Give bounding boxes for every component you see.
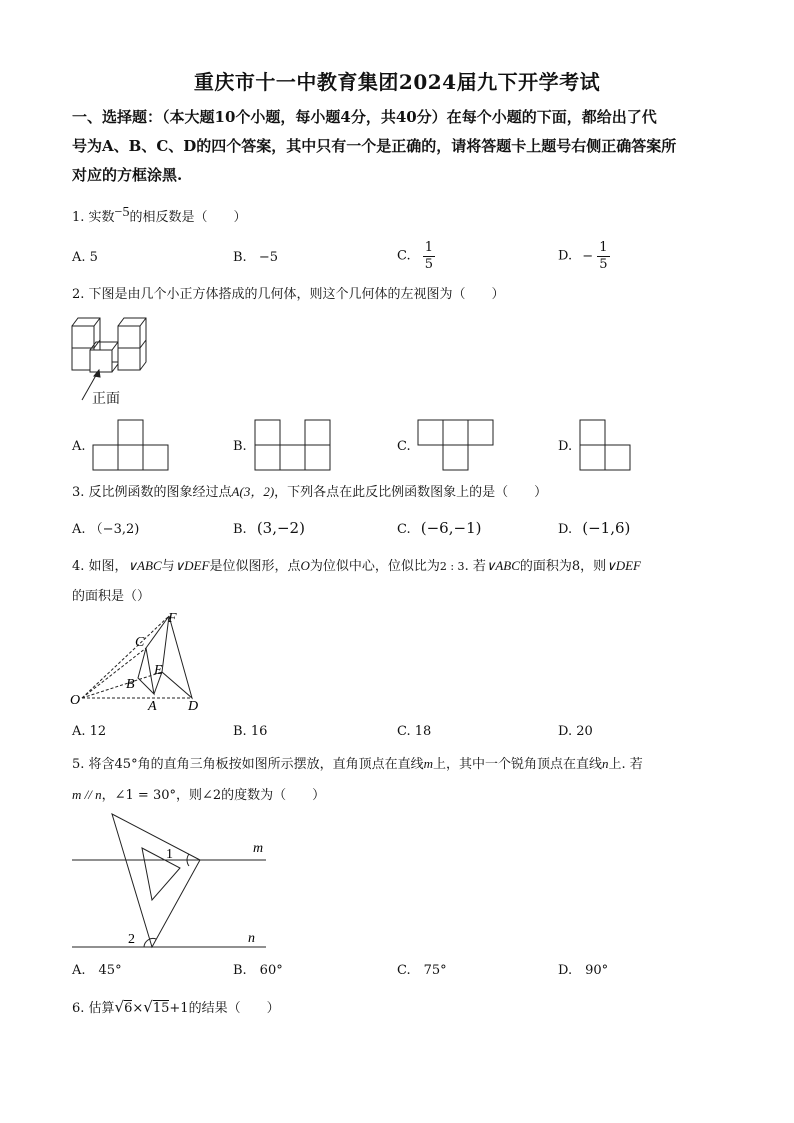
q6-sqrt-sign-2: √ xyxy=(143,998,153,1016)
q4-text-a: 4. 如图， xyxy=(72,559,128,574)
q1-option-d-denominator: 5 xyxy=(599,257,608,272)
q2-option-d-figure[interactable] xyxy=(579,419,639,471)
q3-option-b-label: B. xyxy=(233,522,247,537)
q3-option-b[interactable] xyxy=(233,518,305,540)
q4-triangle-def: ∨DEF xyxy=(174,558,210,573)
q6-times: × xyxy=(132,1001,144,1016)
q6-prefix: 6. 估算 xyxy=(72,1001,115,1016)
q3-option-a-value: （−3,2) xyxy=(89,522,140,537)
q4-ratio: 2 : 3 xyxy=(439,560,465,573)
q3-option-d-label: D. xyxy=(558,522,573,537)
page-title: 重庆市十一中教育集团2024届九下开学考试 xyxy=(193,70,601,94)
q4-label-b: B xyxy=(126,677,135,692)
q4-text-f: 的面积为8，则 xyxy=(519,559,607,574)
q3-prefix: 3. 反比例函数的图象经过点 xyxy=(72,485,232,500)
q2-front-label: 正面 xyxy=(92,391,120,407)
q4-text-e: . 若 xyxy=(464,559,486,574)
instructions-line-2: 号为A、B、C、D的四个答案，其中只有一个是正确的，请将答题卡上题号右侧正确答案所 xyxy=(72,137,677,155)
q4-option-a[interactable]: A. 12 xyxy=(72,724,107,739)
question-4-line-2: 的面积是（） xyxy=(72,589,151,604)
section-instructions xyxy=(72,103,724,190)
q4-option-d[interactable]: D. 20 xyxy=(558,724,593,739)
q1-option-c-label: C. xyxy=(397,248,411,264)
q4-label-e: E xyxy=(154,663,163,678)
q4-label-f: F xyxy=(168,611,177,626)
q5-line-m: m xyxy=(423,756,433,771)
q5-text-b: 上，其中一个锐角顶点在直线 xyxy=(432,757,602,772)
instructions-line-1: 一、选择题：（本大题10个小题，每小题4分，共40分）在每个小题的下面，都给出了代 xyxy=(72,108,657,126)
q2-option-c-label[interactable]: C. xyxy=(397,439,411,454)
q2-option-a-figure[interactable] xyxy=(92,419,172,471)
q6-radicand-1: 6 xyxy=(124,1001,133,1016)
q3-option-b-value: (3,−2) xyxy=(256,519,305,537)
q1-option-a[interactable]: A. 5 xyxy=(72,250,98,265)
q2-option-b-label[interactable]: B. xyxy=(233,439,247,454)
q1-option-b-value: −5 xyxy=(258,250,278,265)
q3-option-c[interactable] xyxy=(397,518,481,540)
q1-option-d-fraction xyxy=(597,240,609,273)
question-5-line-2 xyxy=(72,785,325,806)
q2-option-d-label[interactable]: D. xyxy=(558,439,573,454)
question-6 xyxy=(72,997,280,1019)
question-4-line-1 xyxy=(72,556,732,577)
q1-suffix: 的相反数是（ ） xyxy=(129,210,247,225)
q3-suffix: ，下列各点在此反比例函数图象上的是（ ） xyxy=(274,485,548,500)
q5-triangle-figure xyxy=(70,810,270,952)
q4-homothety-figure xyxy=(68,608,218,716)
q4-center-o: O xyxy=(300,558,310,573)
q6-sqrt-sign-1: √ xyxy=(114,998,125,1016)
q1-option-d-numerator: 1 xyxy=(599,240,608,255)
q1-math: −5 xyxy=(114,205,130,220)
q3-option-c-label: C. xyxy=(397,522,411,537)
q4-label-c: C xyxy=(135,635,145,650)
q5-option-d[interactable]: D. 90° xyxy=(558,963,609,978)
q4-label-a: A xyxy=(148,699,157,714)
q5-option-a[interactable]: A. 45° xyxy=(72,963,122,978)
q1-option-c-numerator: 1 xyxy=(424,240,434,255)
q1-option-d[interactable] xyxy=(558,240,610,273)
q5-text-c: 上. 若 xyxy=(608,757,643,772)
q1-option-b[interactable] xyxy=(233,248,278,268)
q1-prefix: 1. 实数 xyxy=(72,210,115,225)
q3-option-c-value: (−6,−1) xyxy=(420,519,482,537)
q6-plus-one: +1 xyxy=(169,1001,189,1016)
q3-option-a[interactable] xyxy=(72,520,139,540)
q6-radicand-2: 15 xyxy=(152,1001,170,1016)
q1-option-d-label: D. xyxy=(558,248,573,264)
q3-option-a-label: A. xyxy=(72,522,86,537)
q5-text-a: 5. 将含45°角的直角三角板按如图所示摆放，直角顶点在直线 xyxy=(72,757,424,772)
q1-option-c-fraction xyxy=(423,240,435,273)
q4-text-c: 是位似图形，点 xyxy=(209,559,301,574)
question-2: 2. 下图是由几个小正方体搭成的几何体，则这个几何体的左视图为（ ） xyxy=(72,287,505,302)
q1-option-c-denominator: 5 xyxy=(424,257,434,272)
q5-label-n: n xyxy=(248,931,255,946)
q5-label-angle-1: 1 xyxy=(166,847,173,862)
q1-option-c[interactable] xyxy=(397,240,435,273)
q3-point: A(3，2) xyxy=(231,484,275,499)
instructions-line-3: 对应的方框涂黑. xyxy=(72,166,183,184)
q3-option-d-value: (−1,6) xyxy=(582,519,631,537)
q4-triangle-def-2: ∨DEF xyxy=(606,558,641,573)
question-3 xyxy=(72,482,547,503)
question-5-line-1 xyxy=(72,754,643,775)
q5-label-angle-2: 2 xyxy=(128,932,135,947)
q6-suffix: 的结果（ ） xyxy=(188,1001,280,1016)
q4-label-o: O xyxy=(70,693,81,708)
q2-option-a-label[interactable]: A. xyxy=(72,439,86,454)
q2-option-c-figure[interactable] xyxy=(417,419,497,471)
q5-parallel: m // n xyxy=(72,787,102,802)
q1-option-d-sign: − xyxy=(582,248,594,264)
question-1 xyxy=(72,205,247,228)
q5-option-c[interactable]: C. 75° xyxy=(397,963,447,978)
q5-label-m: m xyxy=(253,841,264,856)
q5-text-d: ，∠1 = 30°，则∠2的度数为（ ） xyxy=(101,788,326,803)
q3-option-d[interactable] xyxy=(558,518,630,540)
q1-option-b-label: B. xyxy=(233,250,247,265)
q4-triangle-abc-2: ∨ABC xyxy=(485,558,520,573)
q4-option-c[interactable]: C. 18 xyxy=(397,724,432,739)
q4-label-d: D xyxy=(188,699,199,714)
q4-text-b: 与 xyxy=(161,559,175,574)
q5-option-b[interactable]: B. 60° xyxy=(233,963,283,978)
q2-option-b-figure[interactable] xyxy=(254,419,334,471)
q4-option-b[interactable]: B. 16 xyxy=(233,724,268,739)
q4-triangle-abc: ∨ABC xyxy=(127,558,162,573)
q4-text-d: 为位似中心，位似比为 xyxy=(309,559,440,574)
q5-line-n: n xyxy=(601,756,609,771)
